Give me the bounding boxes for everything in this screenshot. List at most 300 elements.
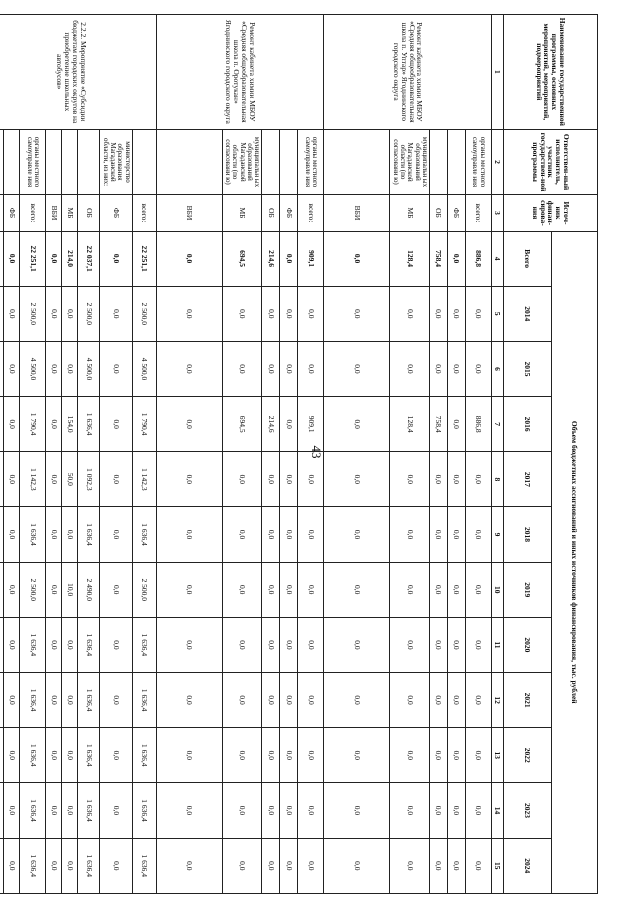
- value-cell: 0,0: [390, 452, 430, 507]
- source-cell: ФБ: [280, 195, 298, 231]
- value-cell: 10,0: [62, 562, 78, 617]
- value-cell: 0,0: [100, 838, 132, 893]
- value-cell: 0,0: [46, 617, 62, 672]
- activity-name: Ремонт кабинета химии МБОУ «Средняя общеобразовательная школа п. Уптар» Ягоднинского городского округа: [324, 15, 492, 130]
- value-cell: 1 636,4: [78, 728, 100, 783]
- value-cell: 0,0: [262, 838, 280, 893]
- value-cell: 0,0: [222, 341, 262, 396]
- rotated-table-wrapper: [7, 14, 598, 894]
- value-cell: 4 500,0: [20, 341, 46, 396]
- value-cell: 0,0: [298, 452, 324, 507]
- value-cell: 214,6: [262, 397, 280, 452]
- executor-cell: муниципальн ых образований Магаданской области (по согласовани ю): [390, 129, 430, 195]
- value-cell: 0,0: [324, 286, 390, 341]
- header-year: 2022: [504, 728, 552, 783]
- value-cell: 0,0: [4, 838, 20, 893]
- value-cell: 1 636,4: [78, 783, 100, 838]
- value-cell: 694,5: [222, 397, 262, 452]
- value-cell: 0,0: [324, 838, 390, 893]
- value-cell: 0,0: [100, 673, 132, 728]
- value-cell: 0,0: [430, 286, 448, 341]
- value-cell: 4 500,0: [132, 341, 156, 396]
- value-cell: 0,0: [298, 728, 324, 783]
- value-cell: 0,0: [430, 728, 448, 783]
- value-cell: 0,0: [390, 507, 430, 562]
- value-cell: [0, 838, 4, 893]
- total-cell: 0,0: [46, 231, 62, 286]
- source-cell: ВБИ: [156, 195, 222, 231]
- value-cell: 0,0: [298, 286, 324, 341]
- value-cell: 0,0: [62, 507, 78, 562]
- value-cell: 1 636,4: [132, 728, 156, 783]
- value-cell: 1 636,4: [20, 783, 46, 838]
- value-cell: 0,0: [280, 673, 298, 728]
- source-cell: всего:: [298, 195, 324, 231]
- value-cell: 1 636,4: [132, 673, 156, 728]
- value-cell: 0,0: [156, 397, 222, 452]
- value-cell: 1 636,4: [78, 507, 100, 562]
- value-cell: 0,0: [62, 341, 78, 396]
- value-cell: 0,0: [430, 617, 448, 672]
- total-cell: 886,8: [466, 231, 492, 286]
- value-cell: 0,0: [448, 783, 466, 838]
- table-row: [132, 15, 156, 894]
- value-cell: 1 142,3: [132, 452, 156, 507]
- source-cell: ФБ: [448, 195, 466, 231]
- value-cell: 1 790,4: [132, 397, 156, 452]
- total-cell: [0, 231, 4, 286]
- value-cell: 0,0: [448, 562, 466, 617]
- value-cell: 2 500,0: [78, 286, 100, 341]
- value-cell: 1 636,4: [78, 838, 100, 893]
- value-cell: 0,0: [222, 562, 262, 617]
- table-row: [324, 15, 390, 894]
- total-cell: 0,0: [280, 231, 298, 286]
- executor-cell: [324, 129, 390, 195]
- value-cell: 0,0: [222, 507, 262, 562]
- value-cell: 0,0: [280, 838, 298, 893]
- value-cell: 0,0: [430, 507, 448, 562]
- value-cell: 2 490,0: [78, 562, 100, 617]
- executor-cell: органы местного самоуправле ния: [298, 129, 324, 195]
- header-year: 2015: [504, 341, 552, 396]
- table-row: [298, 15, 324, 894]
- value-cell: 50,0: [62, 452, 78, 507]
- value-cell: 0,0: [390, 341, 430, 396]
- value-cell: 0,0: [324, 507, 390, 562]
- total-cell: 909,1: [298, 231, 324, 286]
- value-cell: 0,0: [448, 397, 466, 452]
- value-cell: 1 636,4: [132, 838, 156, 893]
- column-number: 15: [492, 838, 504, 893]
- table-row: [466, 15, 492, 894]
- column-number: 7: [492, 397, 504, 452]
- value-cell: 0,0: [466, 507, 492, 562]
- value-cell: 1 142,3: [20, 452, 46, 507]
- header-year: 2016: [504, 397, 552, 452]
- value-cell: 1 636,4: [20, 507, 46, 562]
- value-cell: 1 636,4: [20, 617, 46, 672]
- executor-cell: [262, 129, 280, 195]
- value-cell: 0,0: [466, 673, 492, 728]
- source-cell: всего:: [20, 195, 46, 231]
- column-number: 2: [492, 129, 504, 195]
- column-number: 9: [492, 507, 504, 562]
- value-cell: 0,0: [262, 673, 280, 728]
- header-total: Всего: [504, 231, 552, 286]
- table-row: [430, 15, 448, 894]
- value-cell: 0,0: [430, 673, 448, 728]
- header-year: 2024: [504, 838, 552, 893]
- source-cell: ВБИ: [46, 195, 62, 231]
- source-cell: ФБ: [100, 195, 132, 231]
- value-cell: 0,0: [222, 838, 262, 893]
- value-cell: 0,0: [46, 286, 62, 341]
- activity-name: 2.2.2. Мероприятие «Субсидии бюджетам городских округов на приобретение школьных автобусов»: [0, 15, 156, 130]
- table-body: [0, 15, 492, 894]
- value-cell: 4 500,0: [78, 341, 100, 396]
- value-cell: 0,0: [156, 728, 222, 783]
- value-cell: 0,0: [466, 562, 492, 617]
- value-cell: 0,0: [280, 507, 298, 562]
- value-cell: 0,0: [62, 838, 78, 893]
- value-cell: 0,0: [46, 838, 62, 893]
- total-cell: 0,0: [156, 231, 222, 286]
- header-year: 2020: [504, 617, 552, 672]
- value-cell: 1 636,4: [132, 783, 156, 838]
- executor-cell: [0, 129, 4, 195]
- source-cell: ОБ: [78, 195, 100, 231]
- value-cell: 0,0: [156, 286, 222, 341]
- total-cell: 0,0: [4, 231, 20, 286]
- value-cell: 1 636,4: [132, 507, 156, 562]
- value-cell: 0,0: [62, 728, 78, 783]
- value-cell: [0, 617, 4, 672]
- value-cell: 0,0: [448, 617, 466, 672]
- column-number: 10: [492, 562, 504, 617]
- value-cell: 0,0: [100, 286, 132, 341]
- value-cell: [0, 507, 4, 562]
- value-cell: 0,0: [156, 341, 222, 396]
- executor-cell: министерство образования Магаданской области, из них:: [100, 129, 132, 195]
- value-cell: 1 636,4: [78, 397, 100, 452]
- value-cell: 0,0: [280, 617, 298, 672]
- value-cell: 0,0: [262, 286, 280, 341]
- value-cell: 0,0: [466, 783, 492, 838]
- value-cell: 0,0: [222, 673, 262, 728]
- table-row: [262, 15, 280, 894]
- executor-cell: [62, 129, 78, 195]
- value-cell: 1 636,4: [132, 617, 156, 672]
- value-cell: 0,0: [100, 617, 132, 672]
- value-cell: 0,0: [430, 341, 448, 396]
- value-cell: 0,0: [262, 452, 280, 507]
- value-cell: 1 092,3: [78, 452, 100, 507]
- value-cell: 0,0: [46, 507, 62, 562]
- value-cell: 0,0: [100, 397, 132, 452]
- value-cell: 0,0: [280, 452, 298, 507]
- value-cell: 0,0: [4, 728, 20, 783]
- value-cell: [0, 286, 4, 341]
- column-number: 14: [492, 783, 504, 838]
- value-cell: 0,0: [466, 341, 492, 396]
- value-cell: 1 636,4: [78, 617, 100, 672]
- value-cell: 0,0: [156, 562, 222, 617]
- value-cell: 0,0: [4, 286, 20, 341]
- value-cell: 0,0: [156, 452, 222, 507]
- budget-table: [0, 14, 598, 894]
- value-cell: 0,0: [280, 341, 298, 396]
- value-cell: 758,4: [430, 397, 448, 452]
- value-cell: [0, 562, 4, 617]
- table-row: [100, 15, 132, 894]
- value-cell: 0,0: [448, 341, 466, 396]
- header-year: 2021: [504, 673, 552, 728]
- table-row: [46, 15, 62, 894]
- table-row: [222, 15, 262, 894]
- column-number: 6: [492, 341, 504, 396]
- value-cell: 0,0: [298, 673, 324, 728]
- value-cell: [0, 452, 4, 507]
- table-row: [0, 15, 4, 894]
- value-cell: 0,0: [262, 562, 280, 617]
- value-cell: 0,0: [430, 562, 448, 617]
- value-cell: 0,0: [4, 617, 20, 672]
- value-cell: 0,0: [46, 783, 62, 838]
- value-cell: 2 500,0: [132, 562, 156, 617]
- column-number: 3: [492, 195, 504, 231]
- value-cell: 0,0: [448, 286, 466, 341]
- table-header: [492, 15, 598, 894]
- value-cell: 2 500,0: [20, 562, 46, 617]
- value-cell: 128,4: [390, 397, 430, 452]
- value-cell: 0,0: [4, 507, 20, 562]
- table-row: [280, 15, 298, 894]
- value-cell: 0,0: [390, 838, 430, 893]
- value-cell: 0,0: [448, 728, 466, 783]
- total-cell: 214,0: [62, 231, 78, 286]
- value-cell: 0,0: [390, 728, 430, 783]
- value-cell: 0,0: [298, 617, 324, 672]
- value-cell: 2 500,0: [20, 286, 46, 341]
- total-cell: 694,5: [222, 231, 262, 286]
- value-cell: 0,0: [46, 728, 62, 783]
- value-cell: 0,0: [222, 728, 262, 783]
- value-cell: 0,0: [324, 673, 390, 728]
- header-executor: Ответствен-ный исполнитель, участник государствен-ной программы: [504, 129, 598, 195]
- value-cell: 0,0: [280, 562, 298, 617]
- value-cell: 0,0: [280, 286, 298, 341]
- value-cell: 0,0: [448, 673, 466, 728]
- value-cell: 0,0: [324, 562, 390, 617]
- source-cell: МБ: [222, 195, 262, 231]
- value-cell: 0,0: [4, 783, 20, 838]
- value-cell: 0,0: [298, 507, 324, 562]
- executor-cell: [4, 129, 20, 195]
- value-cell: 1 636,4: [20, 673, 46, 728]
- activity-name: Ремонт кабинета химии МБОУ «Средняя общеобразовательная школа п. Оротукан» Ягоднинского городского округа: [156, 15, 324, 130]
- value-cell: 0,0: [324, 617, 390, 672]
- header-source: Источ-ник финан-сирова-ния: [504, 195, 598, 231]
- value-cell: 0,0: [222, 617, 262, 672]
- value-cell: 0,0: [100, 452, 132, 507]
- page-number: 43: [309, 445, 324, 459]
- source-cell: [0, 195, 4, 231]
- value-cell: 0,0: [280, 728, 298, 783]
- source-cell: ВБИ: [324, 195, 390, 231]
- value-cell: 0,0: [390, 286, 430, 341]
- executor-cell: [156, 129, 222, 195]
- value-cell: 0,0: [466, 617, 492, 672]
- executor-cell: [280, 129, 298, 195]
- total-cell: 22 251,1: [132, 231, 156, 286]
- value-cell: 1 790,4: [20, 397, 46, 452]
- value-cell: 0,0: [156, 673, 222, 728]
- value-cell: 0,0: [448, 838, 466, 893]
- value-cell: 0,0: [100, 728, 132, 783]
- executor-cell: [430, 129, 448, 195]
- executor-cell: [132, 129, 156, 195]
- value-cell: 0,0: [156, 507, 222, 562]
- value-cell: 0,0: [222, 286, 262, 341]
- value-cell: 0,0: [4, 397, 20, 452]
- value-cell: 2 500,0: [132, 286, 156, 341]
- value-cell: 0,0: [100, 507, 132, 562]
- total-cell: 0,0: [324, 231, 390, 286]
- source-cell: ФБ: [4, 195, 20, 231]
- value-cell: 0,0: [62, 673, 78, 728]
- value-cell: 0,0: [46, 397, 62, 452]
- value-cell: 0,0: [46, 341, 62, 396]
- value-cell: 0,0: [100, 562, 132, 617]
- value-cell: 0,0: [4, 341, 20, 396]
- table-row: [62, 15, 78, 894]
- value-cell: 0,0: [100, 783, 132, 838]
- value-cell: 0,0: [280, 783, 298, 838]
- executor-cell: [46, 129, 62, 195]
- value-cell: 0,0: [324, 341, 390, 396]
- header-year: 2018: [504, 507, 552, 562]
- value-cell: 0,0: [46, 452, 62, 507]
- value-cell: [0, 728, 4, 783]
- column-number: 4: [492, 231, 504, 286]
- value-cell: 0,0: [298, 341, 324, 396]
- value-cell: 0,0: [4, 562, 20, 617]
- source-cell: ОБ: [430, 195, 448, 231]
- value-cell: 0,0: [62, 286, 78, 341]
- source-cell: всего:: [466, 195, 492, 231]
- executor-cell: [448, 129, 466, 195]
- value-cell: 0,0: [324, 783, 390, 838]
- value-cell: 0,0: [262, 341, 280, 396]
- value-cell: 0,0: [430, 838, 448, 893]
- value-cell: 1 636,4: [20, 728, 46, 783]
- value-cell: 0,0: [280, 397, 298, 452]
- value-cell: 0,0: [390, 562, 430, 617]
- header-year: 2019: [504, 562, 552, 617]
- total-cell: 0,0: [448, 231, 466, 286]
- value-cell: [0, 397, 4, 452]
- value-cell: 0,0: [390, 617, 430, 672]
- total-cell: 214,6: [262, 231, 280, 286]
- value-cell: 0,0: [222, 452, 262, 507]
- value-cell: 0,0: [262, 783, 280, 838]
- value-cell: [0, 673, 4, 728]
- value-cell: 0,0: [466, 286, 492, 341]
- executor-cell: муниципальн ых образований Магаданской области (по согласовани ю): [222, 129, 262, 195]
- value-cell: 0,0: [62, 783, 78, 838]
- header-name: Наименование государственной программы, основных мероприятий, мероприятий, подмероприятий: [504, 15, 598, 130]
- value-cell: 0,0: [222, 783, 262, 838]
- table-row: [156, 15, 222, 894]
- value-cell: 0,0: [390, 783, 430, 838]
- value-cell: 0,0: [324, 728, 390, 783]
- column-number: 5: [492, 286, 504, 341]
- column-number: 1: [492, 15, 504, 130]
- value-cell: 0,0: [262, 617, 280, 672]
- value-cell: 0,0: [262, 728, 280, 783]
- source-cell: всего:: [132, 195, 156, 231]
- source-cell: ОБ: [262, 195, 280, 231]
- total-cell: 128,4: [390, 231, 430, 286]
- value-cell: 1 636,4: [78, 673, 100, 728]
- value-cell: 0,0: [262, 507, 280, 562]
- total-cell: 22 251,1: [20, 231, 46, 286]
- value-cell: 0,0: [156, 838, 222, 893]
- total-cell: 758,4: [430, 231, 448, 286]
- column-number: 8: [492, 452, 504, 507]
- value-cell: 0,0: [448, 507, 466, 562]
- total-cell: 0,0: [100, 231, 132, 286]
- table-row: [448, 15, 466, 894]
- source-cell: МБ: [390, 195, 430, 231]
- value-cell: 909,1: [298, 397, 324, 452]
- value-cell: 0,0: [324, 397, 390, 452]
- value-cell: 0,0: [298, 562, 324, 617]
- value-cell: 0,0: [46, 562, 62, 617]
- value-cell: 0,0: [448, 452, 466, 507]
- total-cell: 22 037,1: [78, 231, 100, 286]
- value-cell: 0,0: [466, 452, 492, 507]
- value-cell: 0,0: [430, 783, 448, 838]
- value-cell: [0, 341, 4, 396]
- column-number: 11: [492, 617, 504, 672]
- header-year: 2017: [504, 452, 552, 507]
- value-cell: 0,0: [390, 673, 430, 728]
- value-cell: 0,0: [62, 617, 78, 672]
- table-row: [20, 15, 46, 894]
- column-number: 12: [492, 673, 504, 728]
- source-cell: МБ: [62, 195, 78, 231]
- value-cell: 0,0: [324, 452, 390, 507]
- executor-cell: органы местного самоуправле ния: [20, 129, 46, 195]
- header-year: 2023: [504, 783, 552, 838]
- value-cell: [0, 783, 4, 838]
- value-cell: 0,0: [46, 673, 62, 728]
- value-cell: 0,0: [298, 783, 324, 838]
- value-cell: 0,0: [298, 838, 324, 893]
- header-year: 2014: [504, 286, 552, 341]
- table-row: [390, 15, 430, 894]
- table-row: [78, 15, 100, 894]
- value-cell: 0,0: [4, 673, 20, 728]
- value-cell: 154,0: [62, 397, 78, 452]
- value-cell: 0,0: [466, 838, 492, 893]
- table-row: [4, 15, 20, 894]
- executor-cell: органы местного самоуправле ния: [466, 129, 492, 195]
- executor-cell: [78, 129, 100, 195]
- value-cell: 0,0: [100, 341, 132, 396]
